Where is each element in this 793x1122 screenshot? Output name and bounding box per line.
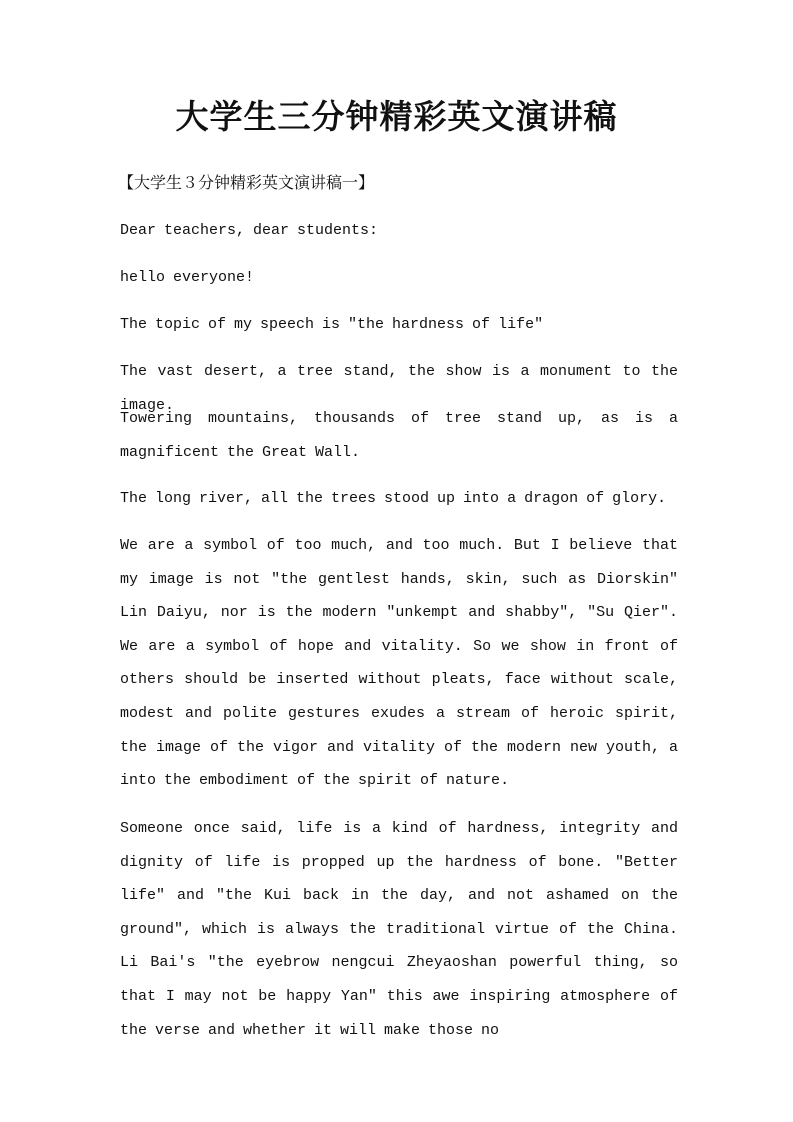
- document-title: 大学生三分钟精彩英文演讲稿: [175, 97, 618, 136]
- paragraph-river: The long river, all the trees stood up into a dragon of glory.: [120, 490, 667, 507]
- section-heading: 【大学生３分钟精彩英文演讲稿一】: [118, 173, 375, 192]
- paragraph-greeting: Dear teachers, dear students:: [120, 222, 379, 239]
- paragraph-mountains: Towering mountains, thousands of tree stand up, as is a magnificent the Great Wall.: [120, 410, 678, 461]
- paragraph-hello: hello everyone!: [120, 269, 255, 286]
- paragraph-desert: The vast desert, a tree stand, the show is a monument to the image.: [120, 363, 678, 414]
- paragraph-someone: Someone once said, life is a kind of hardness, integrity and dignity of life is propped up the hardness of bone. "Better life" and "the Kui back in the day, and not ashamed on the ground", which is always the traditional virtue of the China. Li Bai's "the eyebrow nengcui Zheyaoshan powerful thing, so that I may not be happy Yan" this awe inspiring atmosphere of the verse and whether it will make those no: [120, 820, 678, 1039]
- paragraph-topic: The topic of my speech is "the hardness of life": [120, 316, 544, 333]
- paragraph-symbol: We are a symbol of too much, and too much. But I believe that my image is not "the gentlest hands, skin, such as Diorskin" Lin Daiyu, nor is the modern "unkempt and shabby", "Su Qier". We are a symbol of hope and vitality. So we show in front of others should be inserted without pleats, face without scale, modest and polite gestures exudes a stream of heroic spirit, the image of the vigor and vitality of the modern new youth, a into the embodiment of the spirit of nature.: [120, 537, 678, 790]
